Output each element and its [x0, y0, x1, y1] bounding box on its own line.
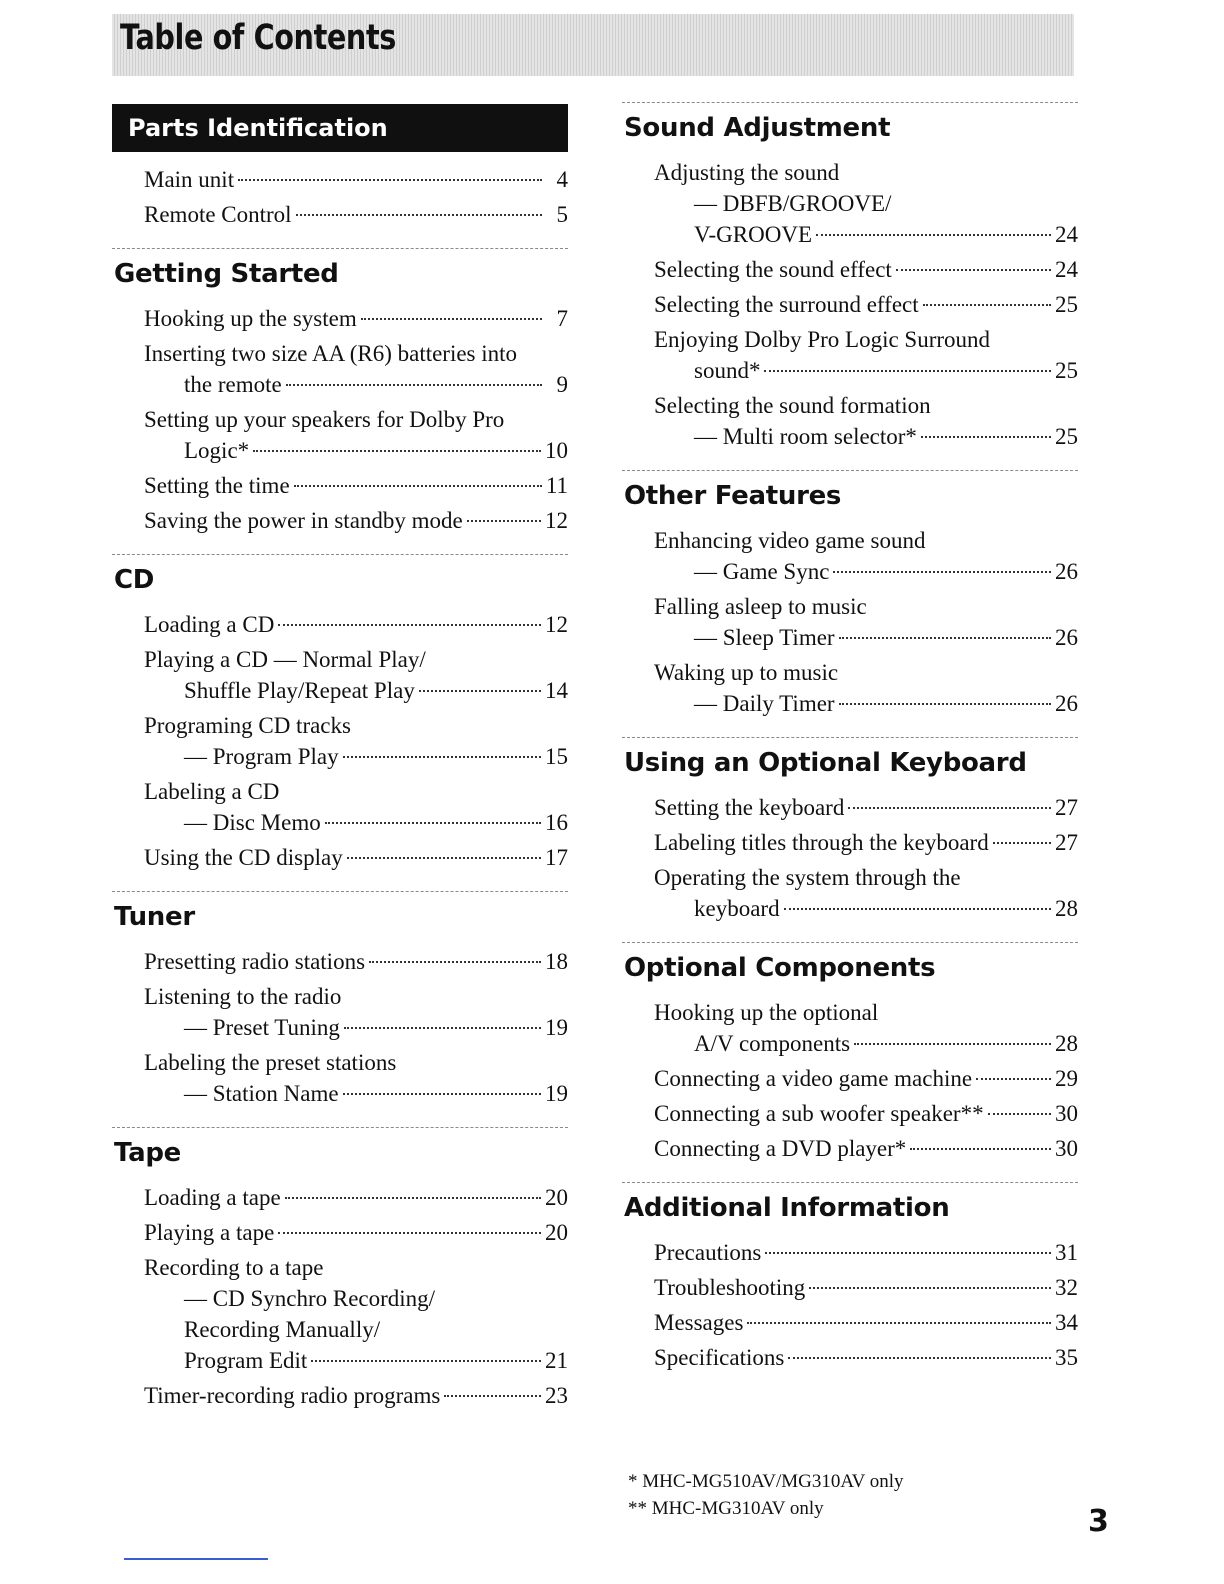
dot-leader: [419, 690, 541, 692]
toc-entry: [654, 1133, 1078, 1164]
entry-line: [144, 675, 568, 706]
entry-text: — Disc Memo: [184, 810, 321, 835]
dot-leader: [278, 624, 541, 626]
entry-text: Selecting the surround effect: [654, 292, 919, 317]
page-ref: 26: [1055, 559, 1078, 584]
entry-text: Labeling titles through the keyboard: [654, 830, 989, 855]
entry-text: — Daily Timer: [694, 691, 835, 716]
entry-text: Remote Control: [144, 202, 292, 227]
dot-leader: [343, 756, 541, 758]
section-other-features: [622, 470, 1078, 719]
entry-text: — Game Sync: [694, 559, 830, 584]
entry-text: A/V components: [694, 1031, 851, 1056]
page-ref: 9: [556, 372, 568, 397]
toc-entry: [654, 1342, 1078, 1373]
toc-entry: [654, 390, 1078, 452]
entry-text: — Program Play: [184, 744, 339, 769]
entry-line: [144, 303, 568, 334]
toc-entry: [144, 981, 568, 1043]
entry-line: [654, 421, 1078, 452]
section-divider: [622, 470, 1078, 471]
entry-line: [144, 1182, 568, 1213]
entry-list: [654, 1237, 1078, 1373]
page-ref: 31: [1055, 1240, 1078, 1265]
entry-line: [144, 1283, 568, 1314]
section-heading: Tuner: [114, 902, 195, 932]
entry-text: Labeling a CD: [144, 779, 280, 804]
entry-line: [654, 324, 1078, 355]
dot-leader: [747, 1322, 1051, 1324]
section-divider: [622, 102, 1078, 103]
section-divider: [112, 891, 568, 892]
page-ref: 5: [556, 202, 568, 227]
entry-line: [654, 591, 1078, 622]
entry-line: [654, 390, 1078, 421]
entry-list: [144, 946, 568, 1109]
entry-line: [144, 710, 568, 741]
entry-text: Setting the time: [144, 473, 290, 498]
page-number: 3: [1088, 1504, 1109, 1539]
dot-leader: [854, 1043, 1051, 1045]
entry-line: [654, 289, 1078, 320]
entry-text: Selecting the sound formation: [654, 393, 931, 418]
section-divider: [112, 248, 568, 249]
entry-text: Recording Manually/: [184, 1317, 381, 1342]
entry-line: [654, 1272, 1078, 1303]
section-divider: [622, 1182, 1078, 1183]
toc-entry: [144, 1252, 568, 1376]
toc-entry: [144, 1047, 568, 1109]
dot-leader: [444, 1395, 541, 1397]
section-optional-components: [622, 942, 1078, 1164]
section-sound-adjustment: [622, 102, 1078, 452]
page-ref: 32: [1055, 1275, 1078, 1300]
page-ref: 12: [545, 508, 568, 533]
page-ref: 20: [545, 1220, 568, 1245]
entry-text: Presetting radio stations: [144, 949, 366, 974]
entry-line: [654, 254, 1078, 285]
entry-line: [144, 505, 568, 536]
entry-text: — Sleep Timer: [694, 625, 835, 650]
section-heading: Getting Started: [114, 259, 339, 289]
toc-entry: [654, 862, 1078, 924]
section-heading: Other Features: [624, 481, 842, 511]
toc-entry: [654, 792, 1078, 823]
entry-line: [144, 338, 568, 369]
entry-line: [144, 842, 568, 873]
section-divider: [622, 737, 1078, 738]
entry-text: sound*: [694, 358, 761, 383]
entry-line: [654, 688, 1078, 719]
footnote: * MHC-MG510AV/MG310AV only: [628, 1471, 904, 1492]
dot-leader: [347, 857, 541, 859]
toc-entry: [144, 199, 568, 230]
entry-text: Falling asleep to music: [654, 594, 867, 619]
section-additional-information: [622, 1182, 1078, 1373]
dot-leader: [278, 1232, 541, 1234]
dot-leader: [809, 1287, 1051, 1289]
page-ref: 10: [545, 438, 568, 463]
entry-text: Hooking up the system: [144, 306, 357, 331]
toc-entry: [144, 776, 568, 838]
toc-entry: [144, 338, 568, 400]
entry-text: Specifications: [654, 1345, 785, 1370]
entry-line: [144, 1078, 568, 1109]
dot-leader: [848, 807, 1051, 809]
dot-leader: [467, 520, 541, 522]
page-ref: 35: [1055, 1345, 1078, 1370]
entry-line: [144, 1047, 568, 1078]
dot-leader: [921, 436, 1051, 438]
dot-leader: [343, 1093, 541, 1095]
entry-text: — Station Name: [184, 1081, 339, 1106]
entry-text: Loading a CD: [144, 612, 275, 637]
page-ref: 29: [1055, 1066, 1078, 1091]
entry-text: Connecting a sub woofer speaker**: [654, 1101, 984, 1126]
page-ref: 17: [545, 845, 568, 870]
entry-line: [654, 622, 1078, 653]
entry-line: [144, 404, 568, 435]
dot-leader: [286, 384, 542, 386]
entry-line: [144, 609, 568, 640]
toc-entry: [144, 842, 568, 873]
page-ref: 11: [545, 473, 568, 498]
dot-leader: [285, 1197, 541, 1199]
entry-text: Logic*: [184, 438, 250, 463]
footnotes: [628, 1468, 904, 1522]
entry-line: [654, 219, 1078, 250]
entry-text: Hooking up the optional: [654, 1000, 879, 1025]
dot-leader: [833, 571, 1051, 573]
page-ref: 27: [1055, 830, 1078, 855]
entry-line: [144, 1380, 568, 1411]
section-heading: Optional Components: [624, 953, 936, 983]
entry-line: [654, 556, 1078, 587]
entry-text: — Preset Tuning: [184, 1015, 340, 1040]
entry-line: [654, 188, 1078, 219]
page-ref: 25: [1055, 424, 1078, 449]
left-column: [112, 104, 568, 1429]
page-ref: 26: [1055, 625, 1078, 650]
toc-entry: [144, 303, 568, 334]
dot-leader: [923, 304, 1051, 306]
toc-entry: [654, 157, 1078, 250]
section-heading: Additional Information: [624, 1193, 950, 1223]
entry-line: [144, 741, 568, 772]
section-heading: CD: [114, 565, 155, 595]
section-tape: [112, 1127, 568, 1411]
entry-line: [144, 164, 568, 195]
page-ref: 23: [545, 1383, 568, 1408]
entry-text: Messages: [654, 1310, 744, 1335]
toc-entry: [654, 1098, 1078, 1129]
entry-text: V-GROOVE: [694, 222, 812, 247]
toc-entry: [654, 525, 1078, 587]
entry-text: Using the CD display: [144, 845, 343, 870]
dot-leader: [369, 961, 541, 963]
entry-line: [654, 525, 1078, 556]
entry-text: Operating the system through the: [654, 865, 961, 890]
entry-text: Waking up to music: [654, 660, 839, 685]
entry-text: Troubleshooting: [654, 1275, 806, 1300]
entry-text: Program Edit: [184, 1348, 308, 1373]
entry-line: [654, 157, 1078, 188]
entry-text: Connecting a DVD player*: [654, 1136, 907, 1161]
entry-text: Playing a CD — Normal Play/: [144, 647, 426, 672]
page-ref: 15: [545, 744, 568, 769]
entry-list: [144, 303, 568, 536]
toc-entry: [654, 657, 1078, 719]
entry-line: [654, 1307, 1078, 1338]
entry-line: [144, 435, 568, 466]
entry-text: Connecting a video game machine: [654, 1066, 973, 1091]
entry-text: Precautions: [654, 1240, 762, 1265]
page-ref: 12: [545, 612, 568, 637]
toc-entry: [144, 1380, 568, 1411]
entry-text: Timer-recording radio programs: [144, 1383, 441, 1408]
entry-text: Setting the keyboard: [654, 795, 845, 820]
dot-leader: [784, 908, 1051, 910]
entry-text: Loading a tape: [144, 1185, 281, 1210]
entry-line: [654, 1028, 1078, 1059]
entry-line: [144, 776, 568, 807]
entry-line: [144, 1012, 568, 1043]
entry-text: Listening to the radio: [144, 984, 342, 1009]
dot-leader: [311, 1360, 541, 1362]
entry-text: the remote: [184, 372, 282, 397]
page-ref: 14: [545, 678, 568, 703]
toc-entry: [654, 997, 1078, 1059]
entry-line: [144, 644, 568, 675]
page-ref: 30: [1055, 1101, 1078, 1126]
section-getting-started: [112, 248, 568, 536]
entry-list: [654, 157, 1078, 452]
entry-line: [144, 470, 568, 501]
page-ref: 19: [545, 1015, 568, 1040]
dot-leader: [788, 1357, 1051, 1359]
entry-list: [144, 609, 568, 873]
page-ref: 25: [1055, 292, 1078, 317]
toc-entry: [144, 946, 568, 977]
section-divider: [112, 554, 568, 555]
toc-entry: [144, 470, 568, 501]
dot-leader: [910, 1148, 1051, 1150]
toc-entry: [654, 1237, 1078, 1268]
dot-leader: [361, 318, 542, 320]
page-ref: 30: [1055, 1136, 1078, 1161]
page-ref: 16: [545, 810, 568, 835]
section-using-an-optional-keyboard: [622, 737, 1078, 924]
entry-line: [144, 807, 568, 838]
entry-line: [654, 1237, 1078, 1268]
page-ref: 25: [1055, 358, 1078, 383]
section-heading: Sound Adjustment: [624, 113, 891, 143]
entry-text: — CD Synchro Recording/: [184, 1286, 436, 1311]
right-column: [622, 102, 1078, 1391]
toc-entry: [654, 324, 1078, 386]
page-ref: 19: [545, 1081, 568, 1106]
dot-leader: [238, 179, 542, 181]
toc-entry: [654, 1272, 1078, 1303]
page-ref: 28: [1055, 1031, 1078, 1056]
entry-text: Shuffle Play/Repeat Play: [184, 678, 415, 703]
entry-line: [144, 1252, 568, 1283]
page-ref: 21: [545, 1348, 568, 1373]
entry-text: — DBFB/GROOVE/: [694, 191, 892, 216]
toc-entry: [654, 827, 1078, 858]
entry-text: Inserting two size AA (R6) batteries into: [144, 341, 518, 366]
toc-entry: [144, 1217, 568, 1248]
section-divider: [622, 942, 1078, 943]
toc-entry: [654, 1063, 1078, 1094]
dot-leader: [296, 214, 542, 216]
entry-text: Setting up your speakers for Dolby Pro: [144, 407, 505, 432]
entry-line: [654, 657, 1078, 688]
dot-leader: [344, 1027, 541, 1029]
dot-leader: [764, 370, 1051, 372]
entry-list: [654, 997, 1078, 1164]
entry-line: [654, 1098, 1078, 1129]
page-ref: 24: [1055, 222, 1078, 247]
entry-line: [654, 997, 1078, 1028]
section-parts-identification: [112, 104, 568, 230]
entry-text: Saving the power in standby mode: [144, 508, 463, 533]
page-ref: 28: [1055, 896, 1078, 921]
entry-text: Enhancing video game sound: [654, 528, 926, 553]
section-heading: Using an Optional Keyboard: [624, 748, 1027, 778]
dot-leader: [325, 822, 541, 824]
entry-line: [654, 1063, 1078, 1094]
entry-text: Adjusting the sound: [654, 160, 840, 185]
section-cd: [112, 554, 568, 873]
entry-text: Selecting the sound effect: [654, 257, 892, 282]
toc-entry: [144, 609, 568, 640]
entry-list: [144, 164, 568, 230]
entry-text: keyboard: [694, 896, 780, 921]
entry-text: Labeling the preset stations: [144, 1050, 397, 1075]
dot-leader: [765, 1252, 1051, 1254]
entry-line: [654, 792, 1078, 823]
toc-entry: [144, 710, 568, 772]
entry-line: [144, 369, 568, 400]
entry-line: [654, 827, 1078, 858]
entry-line: [144, 946, 568, 977]
entry-line: [654, 1133, 1078, 1164]
entry-line: [144, 199, 568, 230]
entry-line: [144, 1217, 568, 1248]
entry-list: [654, 525, 1078, 719]
dot-leader: [993, 842, 1051, 844]
page-ref: 26: [1055, 691, 1078, 716]
dot-leader: [816, 234, 1051, 236]
toc-entry: [654, 1307, 1078, 1338]
section-divider: [112, 1127, 568, 1128]
dot-leader: [253, 450, 541, 452]
section-heading: Tape: [114, 1138, 181, 1168]
entry-line: [144, 981, 568, 1012]
dot-leader: [976, 1078, 1051, 1080]
entry-line: [654, 355, 1078, 386]
toc-entry: [144, 404, 568, 466]
entry-line: [654, 893, 1078, 924]
toc-entry: [144, 164, 568, 195]
dot-leader: [839, 637, 1051, 639]
page-ref: 24: [1055, 257, 1078, 282]
entry-text: Main unit: [144, 167, 235, 192]
dot-leader: [294, 485, 542, 487]
toc-entry: [144, 1182, 568, 1213]
section-heading: Parts Identification: [112, 104, 568, 152]
page-ref: 27: [1055, 795, 1078, 820]
entry-line: [144, 1345, 568, 1376]
page-ref: 20: [545, 1185, 568, 1210]
entry-list: [144, 1182, 568, 1411]
section-tuner: [112, 891, 568, 1109]
dot-leader: [839, 703, 1051, 705]
dot-leader: [896, 269, 1051, 271]
footnote: ** MHC-MG310AV only: [628, 1498, 824, 1519]
page-ref: 18: [545, 949, 568, 974]
page-ref: 4: [556, 167, 568, 192]
entry-list: [654, 792, 1078, 924]
dot-leader: [988, 1113, 1051, 1115]
entry-text: Enjoying Dolby Pro Logic Surround: [654, 327, 991, 352]
entry-line: [654, 1342, 1078, 1373]
toc-entry: [654, 289, 1078, 320]
toc-entry: [654, 254, 1078, 285]
page-title: Table of Contents: [120, 18, 396, 58]
page-ref: 34: [1055, 1310, 1078, 1335]
page-ref: 7: [556, 306, 568, 331]
entry-text: Playing a tape: [144, 1220, 275, 1245]
entry-text: Recording to a tape: [144, 1255, 324, 1280]
toc-entry: [144, 505, 568, 536]
entry-text: — Multi room selector*: [694, 424, 917, 449]
footer-rule: [124, 1558, 268, 1560]
entry-line: [144, 1314, 568, 1345]
entry-text: Programing CD tracks: [144, 713, 351, 738]
toc-entry: [144, 644, 568, 706]
entry-line: [654, 862, 1078, 893]
toc-entry: [654, 591, 1078, 653]
